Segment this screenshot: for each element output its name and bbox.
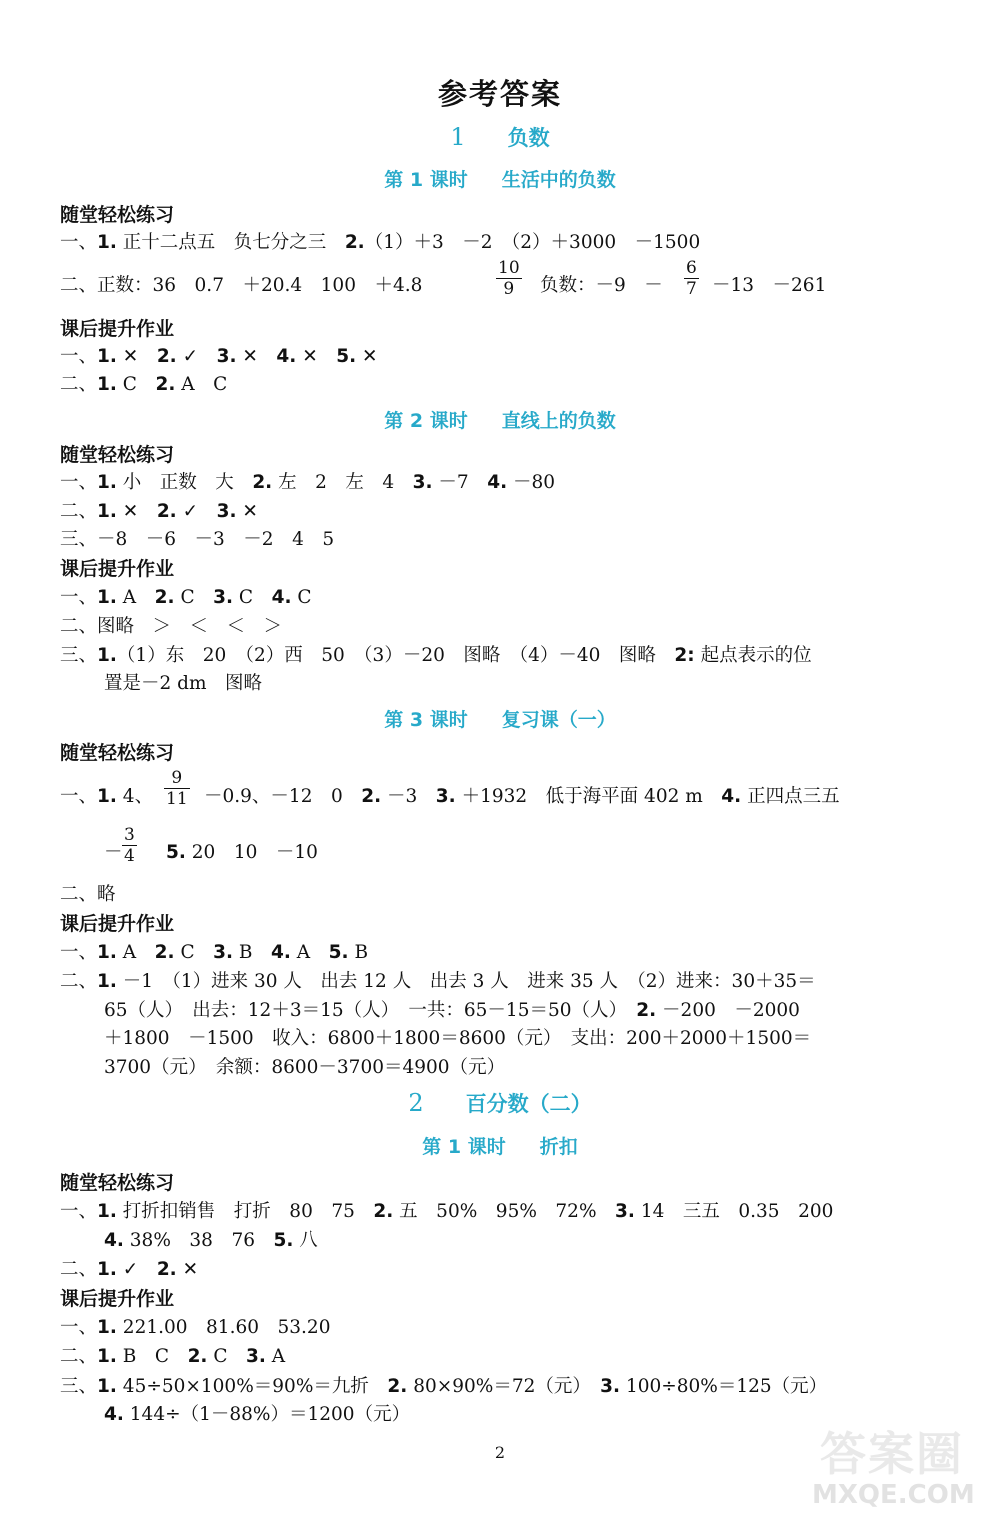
answer-line: － [104,842,123,863]
answer-line: 65（人） 出去：12＋3＝15（人） 一共：65－15＝50（人） 2. －200 －2000 [104,1000,800,1021]
answer-line: 一、1. 221.00 81.60 53.20 [60,1317,331,1338]
answer-line: 一、1. 打折扣销售 打折 80 75 2. 五 50% 95% 72% 3. 14 三五 0.35 200 [60,1201,834,1222]
section-homework: 课后提升作业 [60,913,175,935]
section-homework: 课后提升作业 [60,318,175,340]
lesson-heading: 第 3 课时 复习课（一） [384,709,616,731]
answer-line: 一、1. 正十二点五 负七分之三 2.（1）＋3 －2 （2）＋3000 －1500 [60,232,701,253]
fraction: $\frac{6}{7}$ [686,258,697,299]
fraction: $\frac{9}{11}$ [166,768,188,809]
lesson-heading: 第 1 课时 折扣 [422,1136,578,1158]
page-title: 参考答案 [437,77,562,111]
section-practice: 随堂轻松练习 [60,444,175,466]
answer-line: 一、1. 小 正数 大 2. 左 2 左 4 3. －7 4. －80 [60,472,556,493]
section-homework: 课后提升作业 [60,1288,175,1310]
watermark-text: 答案圈 [820,1427,964,1481]
answer-line: 二、1. C 2. A C [60,374,228,395]
answer-line: 一、1. A 2. C 3. C 4. C [60,587,312,608]
fraction: $\frac{10}{9}$ [498,258,520,299]
answer-line: 二、图略 ＞ ＜ ＜ ＞ [60,616,283,637]
unit-heading: 2 百分数（二） [408,1089,592,1117]
answer-line: 二、略 [60,884,116,905]
watermark-logo [808,1418,993,1513]
answer-line: 负数：－9 － [540,275,663,296]
answer-line: 3700（元） 余额：8600－3700＝4900（元） [104,1057,506,1078]
answer-line: ＋1800 －1500 收入：6800＋1800＝8600（元） 支出：200＋2000＋1500＝ [104,1028,812,1049]
fraction: $\frac{3}{4}$ [124,825,135,866]
unit-heading: 1 负数 [450,123,550,151]
section-practice: 随堂轻松练习 [60,742,175,764]
answer-line: 5. 20 10 －10 [166,842,318,863]
answer-line: 二、1. －1 （1）进来 30 人 出去 12 人 出去 3 人 进来 35 人 （2）进来：30＋35＝ [60,971,816,992]
section-homework: 课后提升作业 [60,558,175,580]
answer-line: －13 －261 [712,275,827,296]
answer-line: 一、1. ✕ 2. ✓ 3. ✕ 4. ✕ 5. ✕ [60,346,378,367]
answer-line: 三、－8 －6 －3 －2 4 5 [60,529,335,550]
answer-line: 一、1. 4、 [60,786,154,807]
answer-line: 置是－2 dm 图略 [104,673,263,694]
lesson-heading: 第 1 课时 生活中的负数 [384,169,616,191]
page-number: 2 [494,1443,506,1462]
answer-line: 一、1. A 2. C 3. B 4. A 5. B [60,942,369,963]
answer-line: 二、正数：36 0.7 ＋20.4 100 ＋4.8 [60,275,423,296]
answer-line: 三、1.（1）东 20 （2）西 50 （3）－20 图略 （4）－40 图略 2: 起点表示的位 [60,645,812,666]
lesson-heading: 第 2 课时 直线上的负数 [384,410,616,432]
answer-line: 4. 38% 38 76 5. 八 [104,1230,318,1251]
section-practice: 随堂轻松练习 [60,1172,175,1194]
answer-line: 4. 144÷（1－88%）＝1200（元） [104,1404,411,1425]
answer-line: 二、1. ✕ 2. ✓ 3. ✕ [60,501,258,522]
answer-line: －0.9、－12 0 2. －3 3. ＋1932 低于海平面 402 m 4. 正四点三五 [204,786,840,807]
answer-line: 二、1. ✓ 2. ✕ [60,1259,199,1280]
answer-line: 三、1. 45÷50×100%＝90%＝九折 2. 80×90%＝72（元） 3. 100÷80%＝125（元） [60,1376,828,1397]
section-practice: 随堂轻松练习 [60,204,175,226]
watermark-url: MXQE.COM [812,1480,975,1510]
answer-line: 二、1. B C 2. C 3. A [60,1346,286,1367]
